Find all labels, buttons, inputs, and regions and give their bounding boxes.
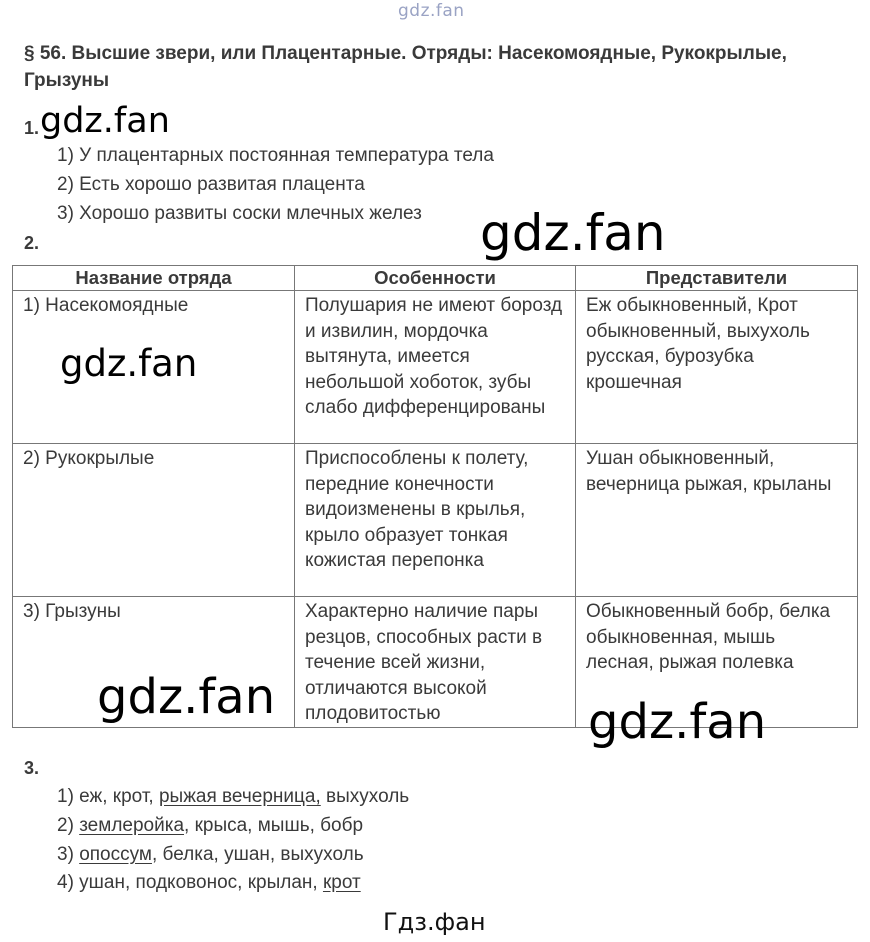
order-name-cell: 3) Грызуны — [13, 597, 295, 728]
task-1-item: 1) У плацентарных постоянная температура тела — [57, 145, 494, 166]
order-representatives-cell: Еж обыкновенный, Крот обыкновенный, выхухоль русская, бурозубка крошечная — [576, 291, 858, 444]
task-3-item-text: 1) еж, крот, — [57, 786, 159, 807]
watermark: gdz.fan — [97, 669, 276, 725]
column-header-name: Название отряда — [13, 266, 295, 291]
watermark-bottom: Гдз.фан — [383, 908, 486, 936]
task-3-item-answer: крот — [322, 872, 361, 893]
table-header-row — [13, 266, 858, 291]
task-3-item-answer: рыжая вечерница, — [158, 786, 321, 807]
task-3-item-text: 2) — [57, 815, 80, 836]
page-title: § 56. Высшие звери, или Плацентарные. Отряды: Насекомоядные, Рукокрылые, Грызуны — [24, 43, 787, 91]
task-3-item-text: 4) ушан, подковонос, крылан, — [57, 872, 323, 893]
watermark: gdz.fan — [480, 204, 666, 262]
task-1-number: 1. — [24, 118, 40, 138]
task-3-item-text: 3) — [57, 844, 80, 865]
task-3-item-answer: землеройка — [79, 815, 185, 836]
watermark: gdz.fan — [60, 342, 198, 385]
order-representatives-cell: Ушан обыкновенный, вечерница рыжая, крыланы — [576, 444, 858, 597]
watermark: gdz.fan — [588, 694, 767, 750]
order-representatives-cell: Обыкновенный бобр, белка обыкновенная, мышь лесная, рыжая полевка — [576, 597, 858, 728]
task-3-item-text: выхухоль — [320, 786, 410, 807]
table-row — [13, 444, 858, 597]
task-3-item — [57, 872, 361, 894]
order-features-cell: Характерно наличие пары резцов, способных расти в течение всей жизни, отличаются высокой плодовитостью — [295, 597, 576, 728]
order-features-cell: Приспособлены к полету, передние конечности видоизменены в крылья, крыло образует тонкая кожистая перепонка — [295, 444, 576, 597]
task-1-item: 2) Есть хорошо развитая плацента — [57, 174, 365, 195]
task-3-item-text: , крыса, мышь, бобр — [184, 815, 364, 836]
task-3-item — [57, 786, 409, 808]
order-name-cell: 1) Насекомоядные — [13, 291, 295, 444]
column-header-features: Особенности — [295, 266, 576, 291]
task-3-item-answer: опоссум — [79, 844, 152, 865]
task-3-number: 3. — [24, 758, 40, 778]
watermark-top: gdz.fan — [398, 1, 465, 21]
task-3-item-text: , белка, ушан, выхухоль — [151, 844, 364, 865]
order-features-cell: Полушария не имеют борозд и извилин, мордочка вытянута, имеется небольшой хоботок, зубы слабо дифференцированы — [295, 291, 576, 444]
watermark: gdz.fan — [40, 101, 170, 141]
task-3-item — [57, 815, 363, 837]
column-header-representatives: Представители — [576, 266, 858, 291]
orders-table — [12, 265, 858, 728]
task-1-item: 3) Хорошо развиты соски млечных желез — [57, 203, 422, 224]
task-2-number: 2. — [24, 233, 40, 253]
order-name-cell: 2) Рукокрылые — [13, 444, 295, 597]
task-3-item — [57, 844, 364, 866]
